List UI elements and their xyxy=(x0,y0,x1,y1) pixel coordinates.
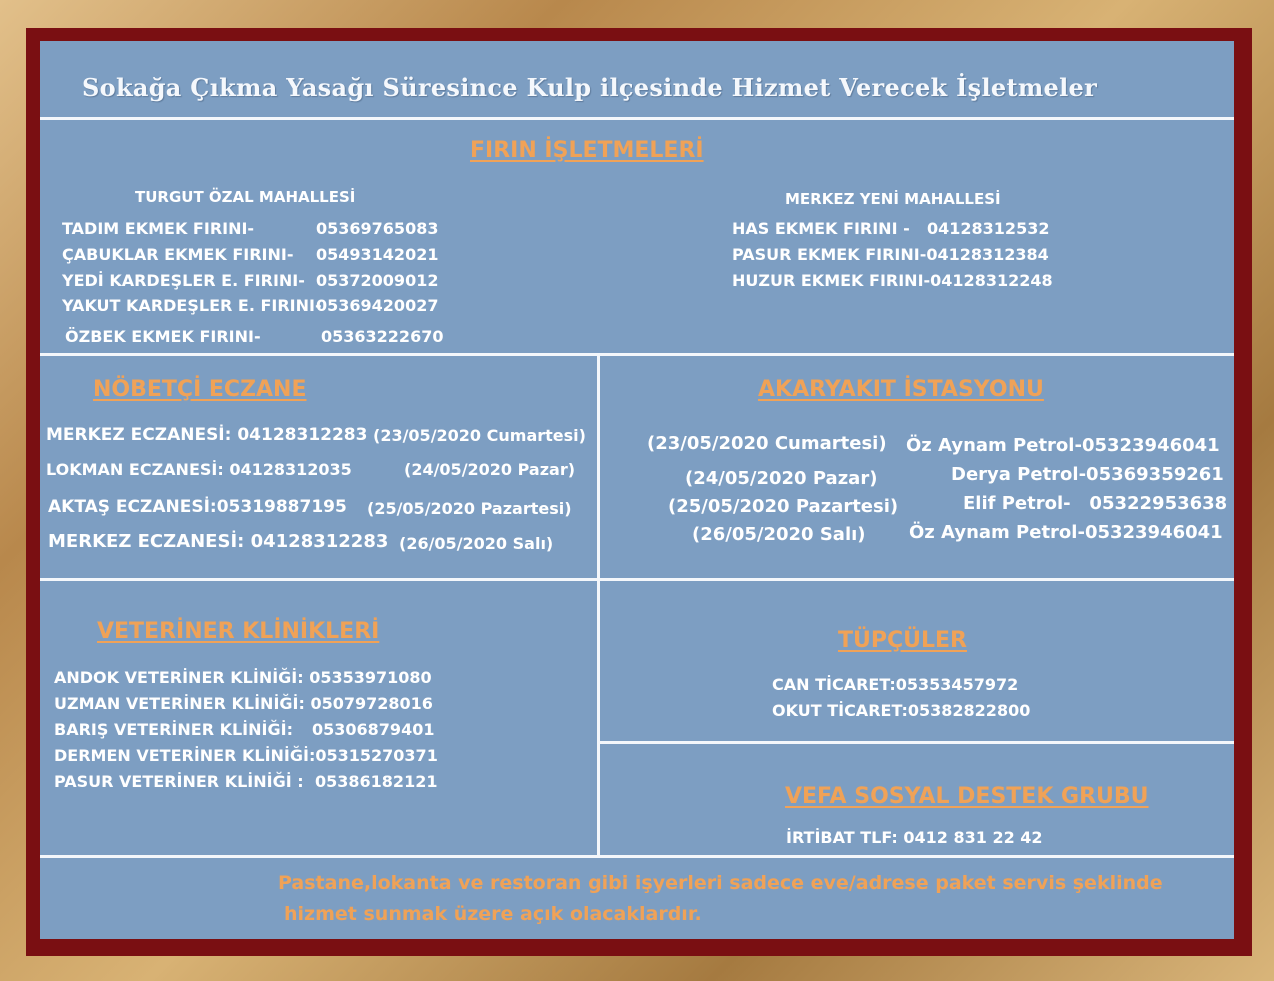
list-item: AKTAŞ ECZANESİ:05319887195 xyxy=(48,497,347,517)
divider-mid-1 xyxy=(40,353,1234,356)
list-item-date: (25/05/2020 Pazartesi) xyxy=(367,499,572,518)
list-item: ANDOK VETERİNER KLİNİĞİ: 05353971080 xyxy=(54,668,432,687)
list-item: YEDİ KARDEŞLER E. FIRINI- xyxy=(62,271,305,290)
list-item-phone: 05369765083 xyxy=(316,219,439,238)
list-item-date: (26/05/2020 Salı) xyxy=(399,534,554,553)
page-title: Sokağa Çıkma Yasağı Süresince Kulp ilçesinde Hizmet Verecek İşletmeler xyxy=(82,73,1098,102)
list-item-station: Derya Petrol-05369359261 xyxy=(951,464,1224,485)
divider-right-sub xyxy=(600,741,1234,744)
list-item-date: (23/05/2020 Cumartesi) xyxy=(373,426,586,445)
list-item: BARIŞ VETERİNER KLİNİĞİ: xyxy=(54,720,293,739)
list-item: PASUR EKMEK FIRINI-04128312384 xyxy=(732,245,1049,264)
divider-vertical xyxy=(597,355,600,858)
list-item-phone: 05386182121 xyxy=(315,772,438,791)
fuel-heading: AKARYAKIT İSTASYONU xyxy=(758,377,1044,402)
vet-heading: VETERİNER KLİNİKLERİ xyxy=(97,619,380,644)
divider-bottom xyxy=(40,855,1234,858)
list-item: ÇABUKLAR EKMEK FIRINI- xyxy=(62,245,294,264)
list-item-phone: 05363222670 xyxy=(321,327,444,346)
list-item-phone: 05369420027 xyxy=(316,296,439,315)
footer-line-2: hizmet sunmak üzere açık olacaklardır. xyxy=(284,903,702,925)
list-item: HUZUR EKMEK FIRINI-04128312248 xyxy=(732,271,1053,290)
list-item: DERMEN VETERİNER KLİNİĞİ:05315270371 xyxy=(54,746,438,765)
list-item-phone: 04128312532 xyxy=(927,219,1050,238)
bakery-left-neighborhood: TURGUT ÖZAL MAHALLESİ xyxy=(135,188,356,206)
list-item-station: Elif Petrol- 05322953638 xyxy=(963,493,1228,514)
divider-mid-2 xyxy=(40,578,1234,581)
pharmacy-heading: NÖBETÇİ ECZANE xyxy=(93,377,307,402)
announcement-board xyxy=(40,41,1234,939)
list-item: TADIM EKMEK FIRINI- xyxy=(62,219,255,238)
list-item-date: (24/05/2020 Pazar) xyxy=(685,468,878,489)
divider-top xyxy=(40,117,1234,120)
list-item-station: Öz Aynam Petrol-05323946041 xyxy=(909,522,1223,543)
list-item: PASUR VETERİNER KLİNİĞİ : xyxy=(54,772,304,791)
list-item-date: (25/05/2020 Pazartesi) xyxy=(668,496,899,517)
list-item: LOKMAN ECZANESİ: 04128312035 xyxy=(46,460,352,479)
gas-heading: TÜPÇÜLER xyxy=(838,628,967,653)
list-item: HAS EKMEK FIRINI - xyxy=(732,219,910,238)
vefa-heading: VEFA SOSYAL DESTEK GRUBU xyxy=(785,784,1149,809)
list-item-date: (23/05/2020 Cumartesi) xyxy=(647,433,887,454)
list-item: YAKUT KARDEŞLER E. FIRINI- xyxy=(62,296,322,315)
list-item-phone: 05493142021 xyxy=(316,245,439,264)
list-item-phone: 05372009012 xyxy=(316,271,439,290)
list-item: CAN TİCARET:05353457972 xyxy=(772,675,1019,694)
list-item: UZMAN VETERİNER KLİNİĞİ: 05079728016 xyxy=(54,694,433,713)
bakery-right-neighborhood: MERKEZ YENİ MAHALLESİ xyxy=(785,190,1001,208)
list-item: OKUT TİCARET:05382822800 xyxy=(772,701,1031,720)
list-item: MERKEZ ECZANESİ: 04128312283 xyxy=(48,531,389,552)
bakery-heading: FIRIN İŞLETMELERİ xyxy=(470,138,704,163)
list-item: ÖZBEK EKMEK FIRINI- xyxy=(65,327,261,346)
vefa-contact: İRTİBAT TLF: 0412 831 22 42 xyxy=(786,828,1043,847)
list-item-date: (24/05/2020 Pazar) xyxy=(404,460,576,479)
list-item-date: (26/05/2020 Salı) xyxy=(692,524,866,545)
list-item: MERKEZ ECZANESİ: 04128312283 xyxy=(46,425,368,445)
footer-line-1: Pastane,lokanta ve restoran gibi işyerleri sadece eve/adrese paket servis şeklinde xyxy=(278,872,1163,894)
list-item-phone: 05306879401 xyxy=(312,720,435,739)
list-item-station: Öz Aynam Petrol-05323946041 xyxy=(906,435,1220,456)
